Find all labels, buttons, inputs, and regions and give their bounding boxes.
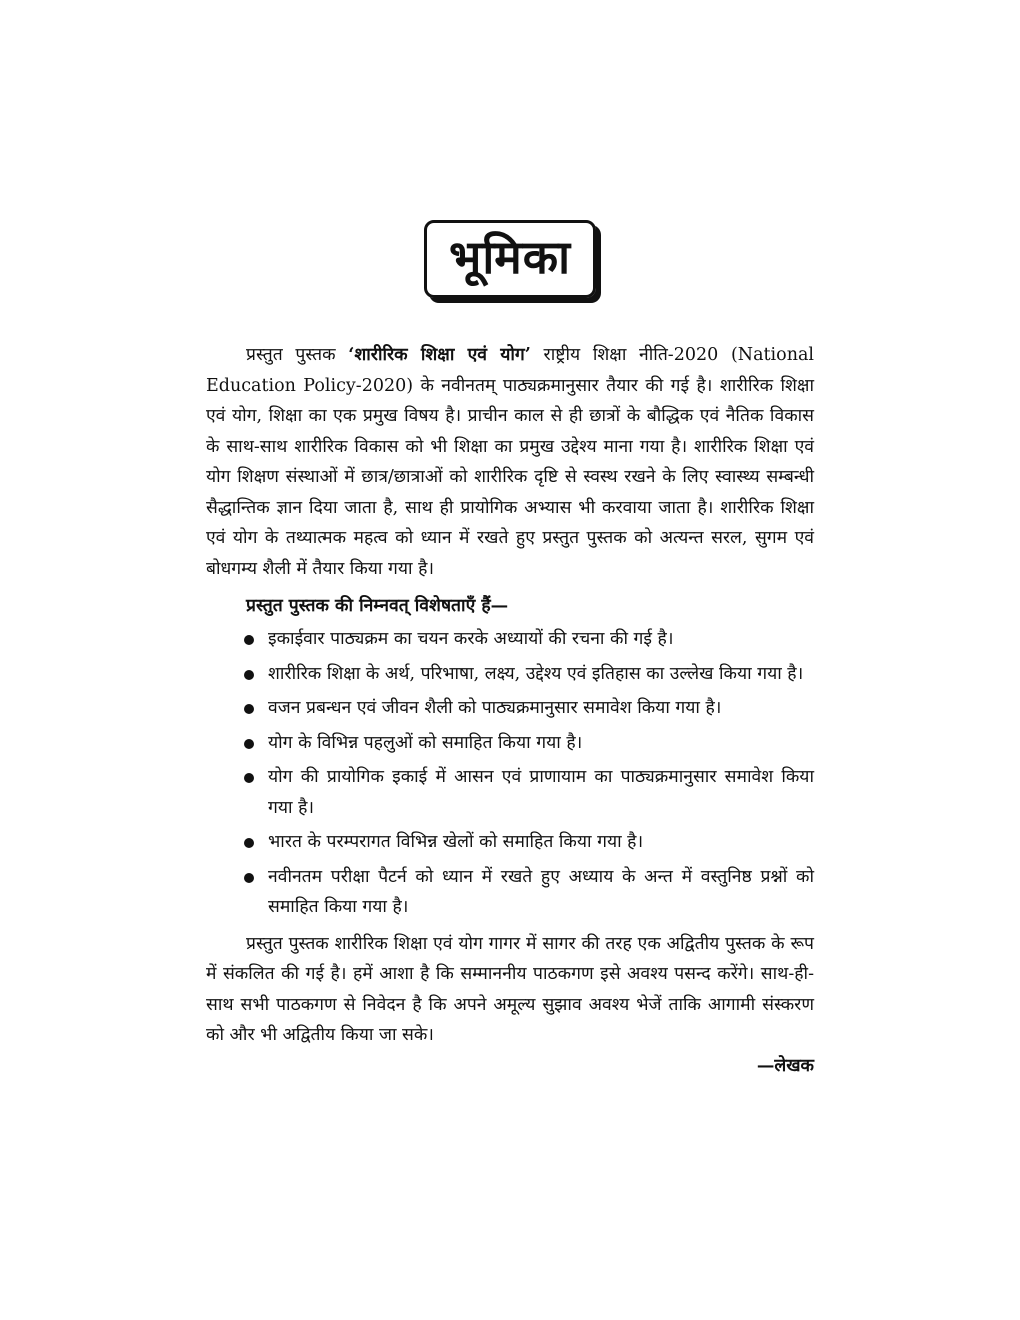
list-item	[268, 827, 814, 858]
page-title: भूमिका	[424, 220, 596, 298]
page	[206, 0, 814, 1320]
features-list	[206, 624, 814, 923]
bullet-icon	[244, 670, 254, 680]
list-item	[268, 659, 814, 690]
list-item	[268, 624, 814, 655]
bullet-icon	[244, 635, 254, 645]
bullet-icon	[244, 739, 254, 749]
document-body	[206, 340, 814, 1081]
list-item	[268, 762, 814, 823]
feature-text: शारीरिक शिक्षा के अर्थ, परिभाषा, लक्ष्य, उद्देश्य एवं इतिहास का उल्लेख किया गया है।	[268, 663, 804, 684]
intro-lead: प्रस्तुत पुस्तक	[246, 345, 349, 365]
bullet-icon	[244, 838, 254, 848]
features-heading: प्रस्तुत पुस्तक की निम्नवत् विशेषताएँ हैं—	[246, 596, 509, 616]
feature-text: योग की प्रायोगिक इकाई में आसन एवं प्राणायाम का पाठ्यक्रमानुसार समावेश किया गया है।	[268, 767, 814, 818]
title-container	[206, 220, 814, 298]
list-item	[268, 862, 814, 923]
feature-text: नवीनतम परीक्षा पैटर्न को ध्यान में रखते हुए अध्याय के अन्त में वस्तुनिष्ठ प्रश्नों को समाहित किया गया है।	[268, 866, 814, 917]
intro-paragraph	[206, 340, 814, 584]
feature-text: वजन प्रबन्धन एवं जीवन शैली को पाठ्यक्रमानुसार समावेश किया गया है।	[268, 698, 722, 718]
list-item	[268, 728, 814, 759]
bullet-icon	[244, 704, 254, 714]
book-name: ‘शारीरिक शिक्षा एवं योग’	[348, 345, 531, 365]
feature-text: इकाईवार पाठ्यक्रम का चयन करके अध्यायों की रचना की गई है।	[268, 629, 674, 649]
closing-paragraph: प्रस्तुत पुस्तक शारीरिक शिक्षा एवं योग गागर में सागर की तरह एक अद्वितीय पुस्तक के रूप में संकलित की गई है। हमें आशा है कि सम्माननीय पाठकगण इसे अवश्य पसन्द करेंगे। साथ-ही-साथ सभी पाठकगण से निवेदन है कि अपने अमूल्य सुझाव अवश्य भेजें ताकि आगामी संस्करण को और भी अद्वितीय किया जा सके।	[206, 933, 814, 1045]
intro-rest: राष्ट्रीय शिक्षा नीति-2020 (National Education Policy-2020) के नवीनतम् पाठ्यक्रमानुसार तैयार की गई है। शारीरिक शिक्षा एवं योग, शिक्षा का एक प्रमुख विषय है। प्राचीन काल से ही छात्रों के बौद्धिक एवं नैतिक विकास के साथ-साथ शारीरिक विकास को भी शिक्षा का प्रमुख उद्देश्य माना गया है। शारीरिक शिक्षा एवं योग शिक्षण संस्थाओं में छात्र/छात्राओं को शारीरिक दृष्टि से स्वस्थ रखने के लिए स्वास्थ्य सम्बन्धी सैद्धान्तिक ज्ञान दिया जाता है, साथ ही प्रायोगिक अभ्यास भी करवाया जाता है। शारीरिक शिक्षा एवं योग के तथ्यात्मक महत्व को ध्यान में रखते हुए प्रस्तुत पुस्तक को अत्यन्त सरल, सुगम एवं बोधगम्य शैली में तैयार किया गया है।	[206, 345, 814, 579]
feature-text: योग के विभिन्न पहलुओं को समाहित किया गया है।	[268, 732, 583, 753]
list-item	[268, 693, 814, 724]
bullet-icon	[244, 773, 254, 783]
author-signature: —लेखक	[756, 1055, 814, 1076]
feature-text: भारत के परम्परागत विभिन्न खेलों को समाहित किया गया है।	[268, 832, 644, 852]
bullet-icon	[244, 873, 254, 883]
